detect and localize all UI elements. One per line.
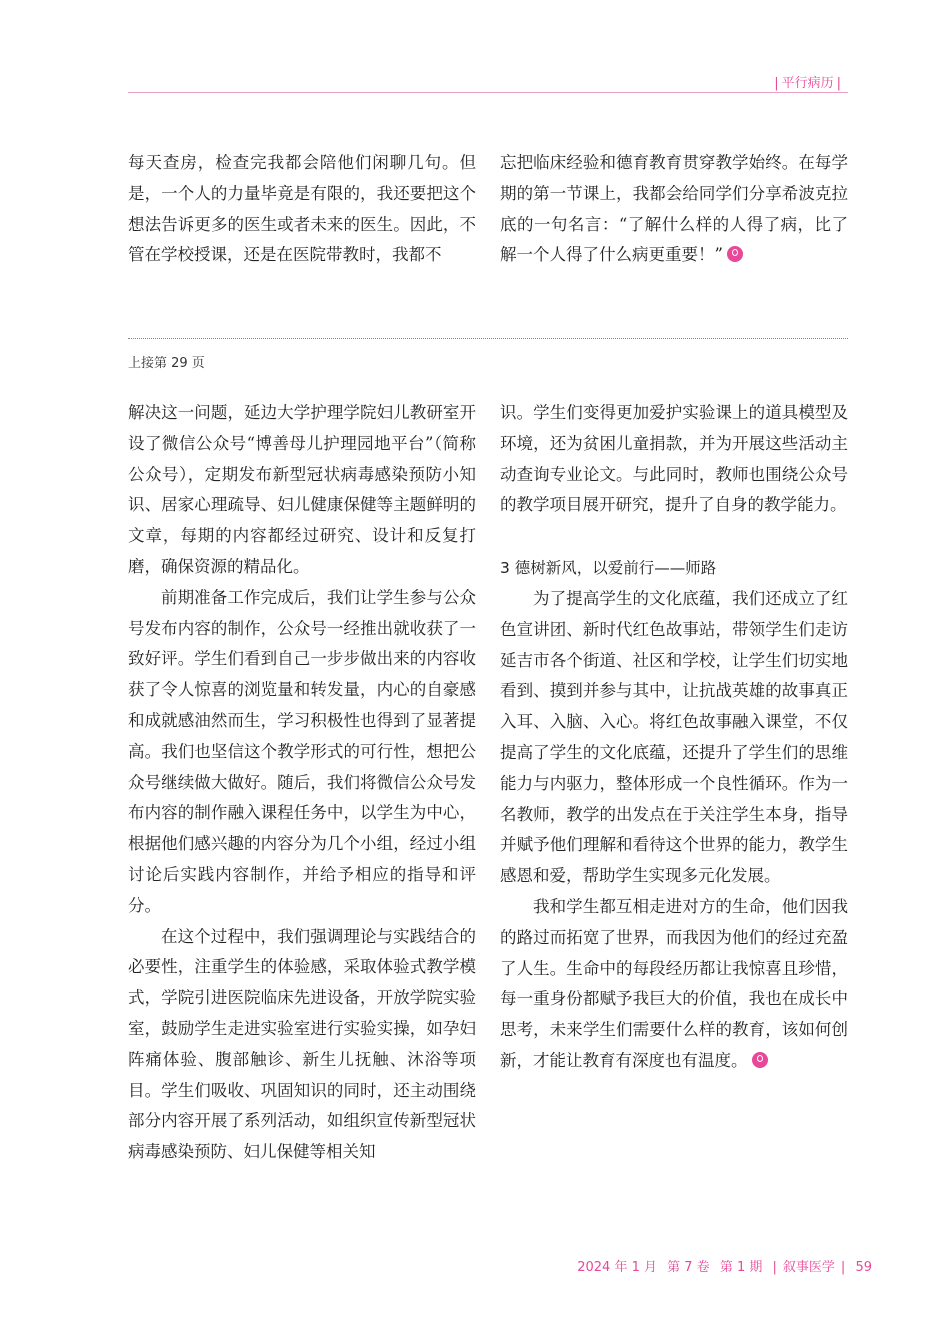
bottom-left-column — [128, 398, 476, 1168]
paragraph: 在这个过程中，我们强调理论与实践结合的必要性，注重学生的体验感，采取体验式教学模式，学院引进医院临床先进设备，开放学院实验室，鼓励学生走进实验室进行实验实操，如孕妇阵痛体验、腹部触诊、新生儿抚触、沐浴等项目。学生们吸收、巩固知识的同时，还主动围绕部分内容开展了系列活动，如组织宣传新型冠状病毒感染预防、妇儿保健等相关知 — [128, 926, 476, 1162]
section-heading: 3 德树新风，以爱前行——师路 — [500, 559, 717, 578]
footer-journal: 叙事医学 — [782, 1260, 835, 1275]
paragraph: 为了提高学生的文化底蕴，我们还成立了红色宣讲团、新时代红色故事站，带领学生们走访延吉市各个街道、社区和学校，让学生们切实地看到、摸到并参与其中，让抗战英雄的故事真正入耳、入脑、入心。将红色故事融入课堂，不仅提高了学生的文化底蕴，还提升了学生们的思维能力与内驱力，整体形成一个良性循环。作为一名教师，教学的出发点在于关注学生本身，指导并赋予他们理解和看待这个世界的能力，教学生感恩和爱，帮助学生实现多元化发展。 — [500, 588, 848, 886]
paragraph-text: 我和学生都互相走进对方的生命，他们因我的路过而拓宽了世界，而我因为他们的经过充盈了人生。生命中的每段经历都让我惊喜且珍惜，每一重身份都赋予我巨大的价值，我也在成长中思考，未来学生们需要什么样的教育，该如何创新，才能让教育有深度也有温度。 — [500, 896, 848, 1070]
paragraph: 前期准备工作完成后，我们让学生参与公众号发布内容的制作，公众号一经推出就收获了一致好评。学生们看到自己一步步做出来的内容收获了令人惊喜的浏览量和转发量，内心的自豪感和成就感油然而生，学习积极性也得到了显著提高。我们也坚信这个教学形式的可行性，想把公众号继续做大做好。随后，我们将微信公众号发布内容的制作融入课程任务中，以学生为中心，根据他们感兴趣的内容分为几个小组，经过小组讨论后实践内容制作，并给予相应的指导和评分。 — [128, 587, 476, 915]
footer-volume: 第 7 卷 — [667, 1260, 710, 1275]
footer-issue: 第 1 期 — [719, 1260, 763, 1275]
page-footer: 2024 年 1 月 第 7 卷 第 1 期 | 叙事医学 | 59 — [577, 1260, 872, 1275]
continued-from-label: 上接第 29 页 — [128, 356, 205, 371]
top-right-text: 忘把临床经验和德育教育贯穿教学始终。在每学期的第一节课上，我都会给同学们分享希波克拉底的一句名言：“了解什么样的人得了病，比了解一个人得了什么病更重要！” — [500, 153, 848, 265]
top-right-column — [500, 148, 848, 271]
top-left-column — [128, 148, 476, 271]
paragraph — [500, 892, 848, 1077]
bottom-right-column — [500, 398, 848, 1077]
article-separator — [128, 338, 848, 339]
page-number: 59 — [855, 1260, 872, 1275]
header-divider — [128, 92, 848, 93]
paragraph: 解决这一问题，延边大学护理学院妇儿教研室开设了微信公众号“博善母儿护理园地平台”（简称公众号），定期发布新型冠状病毒感染预防小知识、居家心理疏导、妇儿健康保健等主题鲜明的文章，每期的内容都经过研究、设计和反复打磨，确保资源的精品化。 — [128, 403, 476, 576]
section-tag: | 平行病历 | — [774, 76, 841, 91]
footer-date: 2024 年 1 月 — [577, 1260, 657, 1275]
end-mark-icon — [727, 246, 743, 262]
top-left-paragraph: 每天查房，检查完我都会陪他们闲聊几句。但是，一个人的力量毕竟是有限的，我还要把这个想法告诉更多的医生或者未来的医生。因此，不管在学校授课，还是在医院带教时，我都不 — [128, 153, 476, 265]
end-mark-icon — [752, 1052, 768, 1068]
section-tag-label: 平行病历 — [781, 76, 834, 91]
paragraph: 识。学生们变得更加爱护实验课上的道具模型及环境，还为贫困儿童捐款，并为开展这些活动主动查询专业论文。与此同时，教师也围绕公众号的教学项目展开研究，提升了自身的教学能力。 — [500, 403, 848, 515]
top-right-paragraph — [500, 148, 848, 271]
